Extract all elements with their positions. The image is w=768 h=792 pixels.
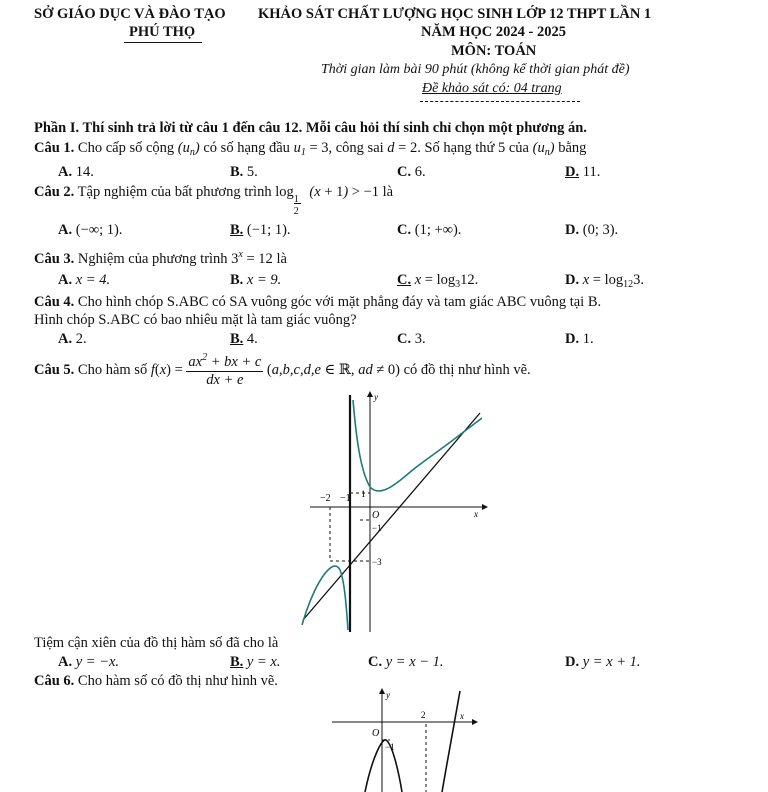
- q5-option-a[interactable]: A. y = −x.: [58, 654, 120, 670]
- q5-option-d[interactable]: D. y = x + 1.: [565, 654, 641, 670]
- question-3: Câu 3. Nghiệm của phương trình $3^x = 12$ là: [34, 249, 287, 267]
- q2-option-a[interactable]: A. (−∞; 1).: [58, 222, 123, 238]
- q4-option-c[interactable]: C. 3.: [397, 331, 426, 347]
- graph-left-branch: [302, 566, 348, 630]
- tick-y-m1: −1: [372, 523, 382, 533]
- graph-right-branch: [353, 400, 482, 491]
- question-label: Câu 5.: [34, 361, 75, 378]
- question-label: Câu 3.: [34, 251, 75, 267]
- q5-option-c[interactable]: C. y = x − 1.: [368, 654, 444, 670]
- origin-label: O: [372, 510, 380, 521]
- q4-option-d[interactable]: D. 1.: [565, 331, 594, 347]
- q2-option-b[interactable]: B. (−1; 1).: [230, 222, 291, 238]
- q3-option-c[interactable]: C. $x = \log_312$.: [397, 272, 479, 290]
- origin-label: O: [372, 728, 380, 739]
- y-axis-label: y: [374, 392, 378, 402]
- function-fraction: $\frac{ax^2 + bx + c}{dx + e}$: [188, 352, 262, 388]
- question-label: Câu 1.: [34, 140, 75, 156]
- q2-option-d[interactable]: D. (0; 3).: [565, 222, 619, 238]
- question-label: Câu 6.: [34, 673, 75, 689]
- question-4-line2: Hình chóp S.ABC có bao nhiêu mặt là tam giác vuông?: [34, 312, 357, 328]
- question-4: Câu 4. Cho hình chóp S.ABC có SA vuông góc với mặt phẳng đáy và tam giác ABC vuông tại B.: [34, 294, 602, 310]
- q3-option-d[interactable]: D. $x = \log_{12}3$.: [565, 272, 645, 290]
- tick-x-2: 2: [421, 710, 426, 720]
- q3-option-b[interactable]: B. x = 9.: [230, 272, 282, 288]
- oblique-asymptote: [303, 413, 480, 620]
- q2-option-c[interactable]: C. (1; +∞).: [397, 222, 462, 238]
- q3-option-a[interactable]: A. x = 4.: [58, 272, 111, 288]
- x-axis-label: x: [460, 711, 464, 721]
- question-6: Câu 6. Cho hàm số có đồ thị như hình vẽ.: [34, 673, 278, 689]
- q1-option-b[interactable]: B. 5.: [230, 164, 258, 180]
- q5-graph: [300, 390, 500, 635]
- question-label: Câu 2.: [34, 184, 75, 200]
- q5-question: Tiệm cận xiên của đồ thị hàm số đã cho là: [34, 635, 279, 651]
- dept-line2: PHÚ THỌ: [129, 24, 196, 40]
- question-2: Câu 2. Tập nghiệm của bất phương trình log $\frac{1}{2}$ (x + 1) > −1 là: [34, 184, 394, 217]
- page-count: Đề khảo sát có: 04 trang: [422, 81, 562, 96]
- q4-option-a[interactable]: A. 2.: [58, 331, 87, 347]
- subject: MÔN: TOÁN: [451, 43, 537, 59]
- duration: Thời gian làm bài 90 phút (không kể thời gian phát đề): [321, 62, 630, 77]
- tick-x-m2: −2: [320, 493, 331, 504]
- tick-y-m1: −1: [385, 742, 395, 752]
- q1-option-c[interactable]: C. 6.: [397, 164, 426, 180]
- question-5: Câu 5. Cho hàm số f(x) = $\frac{ax^2 + bx + c}{dx + e}$ (a,b,c,d,e ∈ ℝ, ad ≠ 0) có đồ thị như hình vẽ.: [34, 352, 531, 388]
- tick-y-1: 1: [361, 489, 366, 499]
- graph-curve-left: [365, 740, 402, 792]
- q1-option-d[interactable]: D. 11.: [565, 164, 601, 180]
- school-year: NĂM HỌC 2024 - 2025: [421, 24, 566, 40]
- q4-option-b[interactable]: B. 4.: [230, 331, 258, 347]
- question-label: Câu 4.: [34, 294, 75, 310]
- tick-y-m3: −3: [372, 557, 382, 567]
- header-dashed-line: [420, 101, 580, 102]
- header-underline: [124, 42, 202, 43]
- y-axis-label: y: [386, 690, 390, 700]
- graph-curve-right: [442, 691, 460, 792]
- exam-title: KHẢO SÁT CHẤT LƯỢNG HỌC SINH LỚP 12 THPT LẦN 1: [258, 6, 652, 22]
- tick-x-m1: −1: [340, 493, 351, 504]
- x-axis-label: x: [474, 509, 478, 519]
- q6-graph: [330, 688, 480, 792]
- q5-option-b[interactable]: B. y = x.: [230, 654, 281, 670]
- q1-option-a[interactable]: A. 14.: [58, 164, 94, 180]
- dept-line1: SỞ GIÁO DỤC VÀ ĐÀO TẠO: [34, 6, 226, 22]
- question-1: Câu 1. Cho cấp số cộng $(u_n)$ có số hạng đầu $u_1 = 3$, công sai d = 2. Số hạng thứ 5 của $(u_n)$ bằng: [34, 140, 587, 158]
- part1-title: Phần I. Thí sinh trả lời từ câu 1 đến câu 12. Mỗi câu hỏi thí sinh chỉ chọn một phương án.: [34, 120, 587, 136]
